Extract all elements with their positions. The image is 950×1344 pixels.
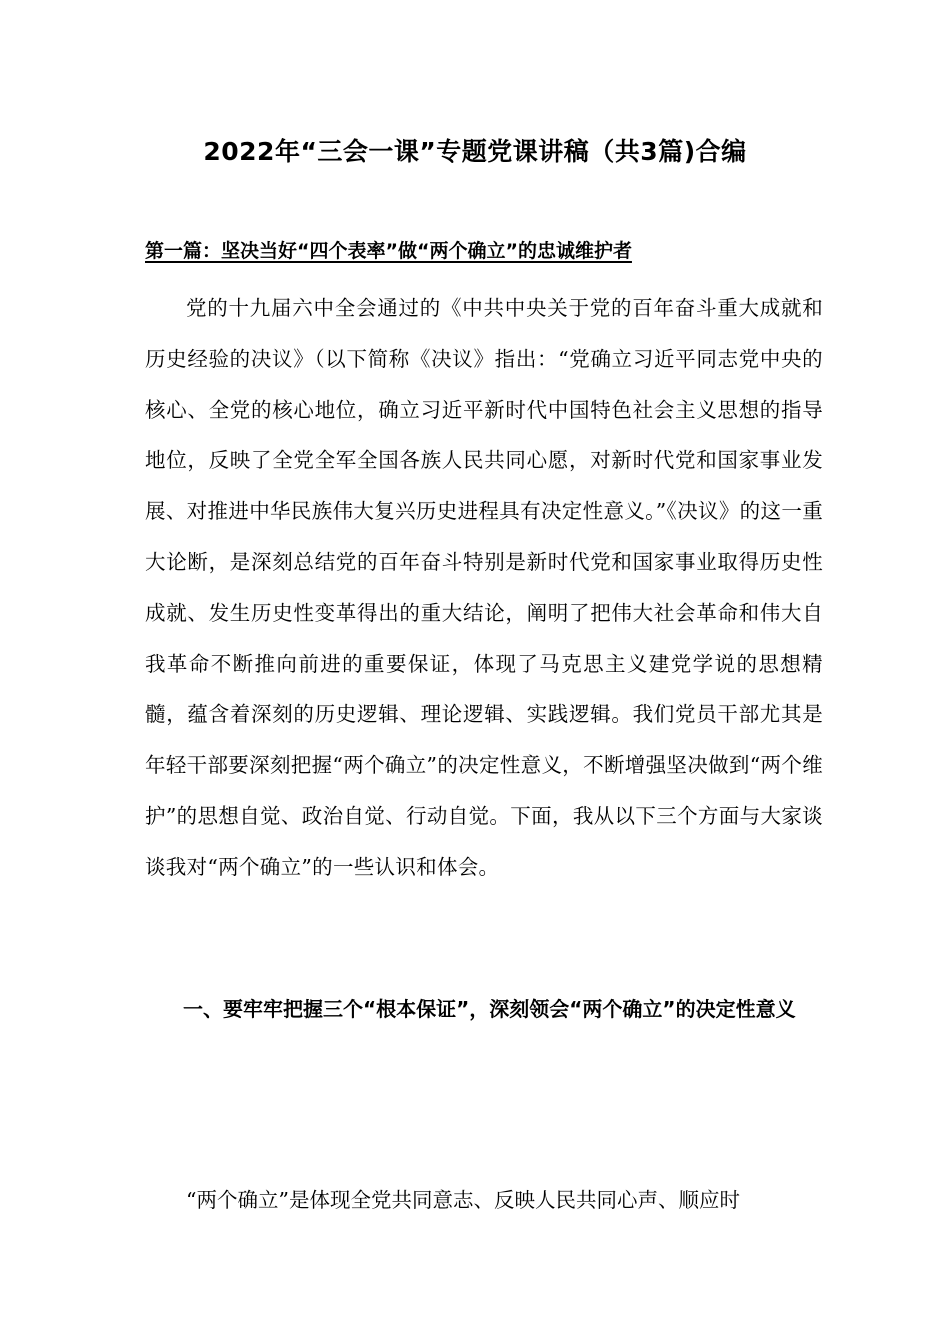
- body-paragraph: 党的十九届六中全会通过的《中共中央关于党的百年奋斗重大成就和历史经验的决议》（以下简称《决议》指出：“党确立习近平同志党中央的核心、全党的核心地位，确立习近平新时代中国特色社会主义思想的指导地位，反映了全党全军全国各族人民共同心愿，对新时代党和国家事业发展、对推进中华民族伟大复兴历史进程具有决定性意义。”《决议》的这一重大论断，是深刻总结党的百年奋斗特别是新时代党和国家事业取得历史性成就、发生历史性变革得出的重大结论，阐明了把伟大社会革命和伟大自我革命不断推向前进的重要保证，体现了马克思主义建党学说的思想精髓，蕴含着深刻的历史逻辑、理论逻辑、实践逻辑。我们党员干部尤其是年轻干部要深刻把握“两个确立”的决定性意义，不断增强坚决做到“两个维护”的思想自觉、政治自觉、行动自觉。下面，我从以下三个方面与大家谈谈我对“两个确立”的一些认识和体会。: [145, 296, 823, 879]
- sub-heading: 一、要牢牢把握三个“根本保证”，深刻领会“两个确立”的决定性意义: [183, 997, 796, 1021]
- body-paragraph-2: “两个确立”是体现全党共同意志、反映人民共同心声、顺应时: [186, 1188, 740, 1212]
- document-title: 2022年“三会一课”专题党课讲稿（共3篇)合编: [203, 137, 747, 166]
- section-heading: 第一篇：坚决当好“四个表率”做“两个确立”的忠诚维护者: [145, 240, 632, 262]
